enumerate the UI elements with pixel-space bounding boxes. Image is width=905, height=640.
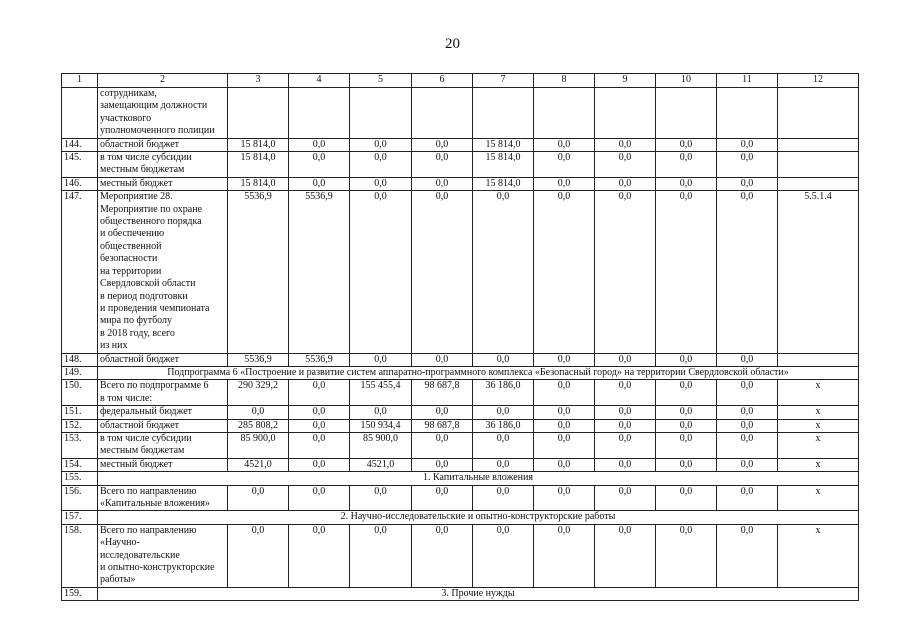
value-cell: 0,0	[717, 152, 778, 178]
row-name-line: в том числе субсидии	[100, 152, 192, 164]
row-name-line: Всего по направлению	[100, 485, 197, 497]
value-cell: 0,0	[473, 406, 534, 419]
row-name-line: областной бюджет	[100, 419, 180, 431]
value-cell: 0,0	[534, 380, 595, 406]
row-name-line: Мероприятие 28.	[100, 191, 173, 203]
row-name-line: общественного порядка	[100, 216, 202, 228]
row-name-line: «Научно-	[100, 537, 140, 549]
row-name-line: и проведения чемпионата	[100, 302, 210, 314]
row-name-line: Всего по направлению	[100, 524, 197, 536]
value-cell: 0,0	[412, 191, 473, 353]
value-cell: 0,0	[595, 485, 656, 511]
row-name-cell	[98, 152, 228, 178]
row-number: 145.	[62, 152, 98, 178]
value-cell: 0,0	[473, 353, 534, 366]
value-cell: 0,0	[595, 458, 656, 471]
table-row	[62, 406, 859, 419]
section-row	[62, 366, 859, 379]
value-cell: 5536,9	[228, 191, 289, 353]
table-row	[62, 485, 859, 511]
value-cell: 0,0	[350, 191, 412, 353]
row-name-line: федеральный бюджет	[100, 406, 193, 418]
value-cell: 0,0	[656, 152, 717, 178]
row-name-cell	[98, 406, 228, 419]
table-row	[62, 353, 859, 366]
target-code-cell: x	[778, 419, 859, 432]
value-cell: 0,0	[289, 380, 350, 406]
table-row	[62, 380, 859, 406]
value-cell: 0,0	[412, 524, 473, 587]
value-cell: 0,0	[289, 406, 350, 419]
value-cell: 0,0	[289, 432, 350, 458]
value-cell: 0,0	[534, 177, 595, 190]
row-name-cell	[98, 88, 228, 139]
row-name-cell	[98, 432, 228, 458]
target-code-cell: x	[778, 485, 859, 511]
target-code-cell: x	[778, 406, 859, 419]
value-cell: 0,0	[717, 406, 778, 419]
value-cell: 0,0	[534, 458, 595, 471]
value-cell: 0,0	[473, 432, 534, 458]
column-header: 12	[778, 74, 859, 88]
value-cell: 0,0	[534, 485, 595, 511]
value-cell: 0,0	[595, 353, 656, 366]
target-code-cell	[778, 177, 859, 190]
column-header: 4	[289, 74, 350, 88]
row-number: 157.	[62, 511, 98, 524]
row-name-line: сотрудникам,	[100, 88, 157, 99]
value-cell: 0,0	[656, 432, 717, 458]
row-name-line: местный бюджет	[100, 177, 173, 189]
column-header: 8	[534, 74, 595, 88]
row-number: 146.	[62, 177, 98, 190]
value-cell: 0,0	[350, 485, 412, 511]
target-code-cell: x	[778, 432, 859, 458]
row-name-line: мира по футболу	[100, 315, 173, 327]
row-number: 154.	[62, 458, 98, 471]
value-cell: 0,0	[534, 524, 595, 587]
target-code-cell	[778, 152, 859, 178]
row-name-line: Мероприятие по охране	[100, 203, 202, 215]
value-cell: 0,0	[289, 524, 350, 587]
target-code-cell: x	[778, 524, 859, 587]
value-cell: 0,0	[595, 177, 656, 190]
value-cell: 0,0	[473, 458, 534, 471]
table-row	[62, 524, 859, 587]
header-row	[62, 74, 859, 88]
row-name-line: работы»	[100, 574, 136, 586]
value-cell	[473, 88, 534, 139]
value-cell: 85 900,0	[350, 432, 412, 458]
value-cell	[350, 88, 412, 139]
column-header: 3	[228, 74, 289, 88]
value-cell: 0,0	[595, 524, 656, 587]
row-number: 159.	[62, 587, 98, 600]
value-cell: 0,0	[289, 458, 350, 471]
section-title: 2. Научно-исследовательские и опытно-конструкторские работы	[98, 511, 859, 524]
value-cell: 98 687,8	[412, 380, 473, 406]
value-cell: 0,0	[350, 406, 412, 419]
value-cell: 0,0	[595, 138, 656, 151]
value-cell: 0,0	[412, 406, 473, 419]
value-cell: 0,0	[656, 138, 717, 151]
column-header: 10	[656, 74, 717, 88]
row-name-line: на территории	[100, 265, 162, 277]
row-name-line: областной бюджет	[100, 353, 180, 365]
row-number: 150.	[62, 380, 98, 406]
row-name-cell	[98, 138, 228, 151]
value-cell: 0,0	[228, 524, 289, 587]
row-name-line: местным бюджетам	[100, 164, 185, 176]
continuation-row	[62, 88, 859, 139]
value-cell: 0,0	[228, 406, 289, 419]
row-name-line: безопасности	[100, 253, 158, 265]
value-cell: 5536,9	[289, 191, 350, 353]
table-row	[62, 191, 859, 353]
table-row	[62, 419, 859, 432]
value-cell: 0,0	[656, 524, 717, 587]
column-header: 6	[412, 74, 473, 88]
value-cell: 15 814,0	[473, 138, 534, 151]
value-cell: 0,0	[350, 524, 412, 587]
row-name-line: местным бюджетам	[100, 445, 185, 457]
row-name-cell	[98, 485, 228, 511]
value-cell: 0,0	[534, 353, 595, 366]
target-code-cell: 5.5.1.4	[778, 191, 859, 353]
row-name-line: областной бюджет	[100, 138, 180, 150]
value-cell: 0,0	[473, 524, 534, 587]
value-cell: 0,0	[350, 152, 412, 178]
value-cell: 0,0	[289, 177, 350, 190]
value-cell	[228, 88, 289, 139]
value-cell: 0,0	[656, 353, 717, 366]
value-cell: 0,0	[656, 485, 717, 511]
row-name-cell	[98, 524, 228, 587]
value-cell: 36 186,0	[473, 419, 534, 432]
value-cell: 0,0	[717, 419, 778, 432]
target-code-cell: x	[778, 458, 859, 471]
column-header: 5	[350, 74, 412, 88]
value-cell: 0,0	[717, 432, 778, 458]
value-cell: 85 900,0	[228, 432, 289, 458]
row-name-cell	[98, 380, 228, 406]
value-cell: 0,0	[595, 432, 656, 458]
table-row	[62, 458, 859, 471]
value-cell	[412, 88, 473, 139]
row-number: 148.	[62, 353, 98, 366]
value-cell: 0,0	[534, 138, 595, 151]
row-number: 151.	[62, 406, 98, 419]
page-number: 20	[445, 36, 460, 52]
row-number: 149.	[62, 366, 98, 379]
value-cell: 98 687,8	[412, 419, 473, 432]
value-cell: 0,0	[289, 138, 350, 151]
row-name-line: в том числе:	[100, 392, 153, 404]
value-cell: 0,0	[289, 419, 350, 432]
section-row	[62, 511, 859, 524]
value-cell: 0,0	[595, 419, 656, 432]
value-cell	[717, 88, 778, 139]
row-name-line: из них	[100, 340, 128, 352]
value-cell: 5536,9	[289, 353, 350, 366]
row-name-line: Свердловской области	[100, 278, 196, 290]
value-cell: 0,0	[656, 191, 717, 353]
row-number: 155.	[62, 472, 98, 485]
value-cell: 0,0	[534, 406, 595, 419]
section-title: Подпрограмма 6 «Построение и развитие систем аппаратно-программного комплекса «Безопасный город» на территории Свердловской области»	[98, 366, 859, 379]
value-cell: 0,0	[595, 191, 656, 353]
value-cell: 0,0	[717, 191, 778, 353]
value-cell: 15 814,0	[473, 177, 534, 190]
value-cell: 4521,0	[350, 458, 412, 471]
row-number: 144.	[62, 138, 98, 151]
row-name-cell	[98, 419, 228, 432]
value-cell: 0,0	[717, 353, 778, 366]
section-title: 1. Капитальные вложения	[98, 472, 859, 485]
row-name-line: исследовательские	[100, 549, 180, 561]
value-cell: 0,0	[228, 485, 289, 511]
table-row	[62, 177, 859, 190]
value-cell: 0,0	[412, 485, 473, 511]
value-cell	[289, 88, 350, 139]
row-name-cell	[98, 177, 228, 190]
value-cell: 15 814,0	[473, 152, 534, 178]
value-cell: 0,0	[595, 380, 656, 406]
target-code-cell: x	[778, 380, 859, 406]
value-cell: 0,0	[717, 138, 778, 151]
value-cell: 4521,0	[228, 458, 289, 471]
value-cell: 0,0	[595, 152, 656, 178]
row-number: 147.	[62, 191, 98, 353]
value-cell: 0,0	[656, 458, 717, 471]
row-name-cell	[98, 458, 228, 471]
value-cell: 0,0	[350, 177, 412, 190]
target-code-cell	[778, 138, 859, 151]
section-row	[62, 587, 859, 600]
row-name-line: в период подготовки	[100, 290, 188, 302]
value-cell: 0,0	[412, 353, 473, 366]
value-cell: 0,0	[717, 380, 778, 406]
value-cell: 0,0	[412, 152, 473, 178]
value-cell: 0,0	[534, 432, 595, 458]
row-name-line: уполномоченного полиции	[100, 125, 215, 137]
value-cell: 150 934,4	[350, 419, 412, 432]
value-cell: 15 814,0	[228, 177, 289, 190]
value-cell: 0,0	[717, 485, 778, 511]
row-name-line: общественной	[100, 240, 162, 252]
value-cell: 0,0	[534, 419, 595, 432]
value-cell: 15 814,0	[228, 138, 289, 151]
table-row	[62, 152, 859, 178]
value-cell: 0,0	[595, 406, 656, 419]
value-cell: 0,0	[289, 152, 350, 178]
value-cell: 0,0	[350, 138, 412, 151]
row-number: 158.	[62, 524, 98, 587]
column-header: 2	[98, 74, 228, 88]
value-cell	[778, 88, 859, 139]
value-cell: 5536,9	[228, 353, 289, 366]
row-name-line: и обеспечению	[100, 228, 165, 240]
value-cell	[534, 88, 595, 139]
value-cell: 0,0	[412, 138, 473, 151]
table-row	[62, 432, 859, 458]
value-cell: 0,0	[289, 485, 350, 511]
section-row	[62, 472, 859, 485]
value-cell: 0,0	[717, 177, 778, 190]
value-cell	[656, 88, 717, 139]
row-name-line: в том числе субсидии	[100, 432, 192, 444]
row-number: 156.	[62, 485, 98, 511]
value-cell: 0,0	[534, 191, 595, 353]
value-cell: 155 455,4	[350, 380, 412, 406]
value-cell: 36 186,0	[473, 380, 534, 406]
value-cell: 290 329,2	[228, 380, 289, 406]
value-cell: 0,0	[656, 419, 717, 432]
row-name-line: замещающим должности	[100, 100, 208, 112]
value-cell: 0,0	[656, 406, 717, 419]
value-cell: 0,0	[412, 432, 473, 458]
value-cell: 0,0	[656, 380, 717, 406]
row-name-line: участкового	[100, 112, 152, 124]
column-header: 9	[595, 74, 656, 88]
row-name-line: и опытно-конструкторские	[100, 562, 215, 574]
column-header: 11	[717, 74, 778, 88]
value-cell	[595, 88, 656, 139]
column-header: 1	[62, 74, 98, 88]
row-name-line: «Капитальные вложения»	[100, 498, 210, 509]
value-cell: 285 808,2	[228, 419, 289, 432]
section-title: 3. Прочие нужды	[98, 587, 859, 600]
row-name-cell	[98, 191, 228, 353]
row-name-line: Всего по подпрограмме 6	[100, 380, 209, 392]
row-name-cell	[98, 353, 228, 366]
row-number: 153.	[62, 432, 98, 458]
column-header: 7	[473, 74, 534, 88]
value-cell: 0,0	[473, 191, 534, 353]
row-name-line: в 2018 году, всего	[100, 327, 175, 339]
row-name-line: местный бюджет	[100, 458, 173, 470]
value-cell: 0,0	[656, 177, 717, 190]
target-code-cell	[778, 353, 859, 366]
table-row	[62, 138, 859, 151]
value-cell: 0,0	[534, 152, 595, 178]
value-cell: 15 814,0	[228, 152, 289, 178]
row-number: 152.	[62, 419, 98, 432]
value-cell: 0,0	[412, 458, 473, 471]
row-number	[62, 88, 98, 139]
value-cell: 0,0	[350, 353, 412, 366]
budget-table	[61, 73, 859, 601]
value-cell: 0,0	[717, 524, 778, 587]
value-cell: 0,0	[473, 485, 534, 511]
value-cell: 0,0	[717, 458, 778, 471]
value-cell: 0,0	[412, 177, 473, 190]
